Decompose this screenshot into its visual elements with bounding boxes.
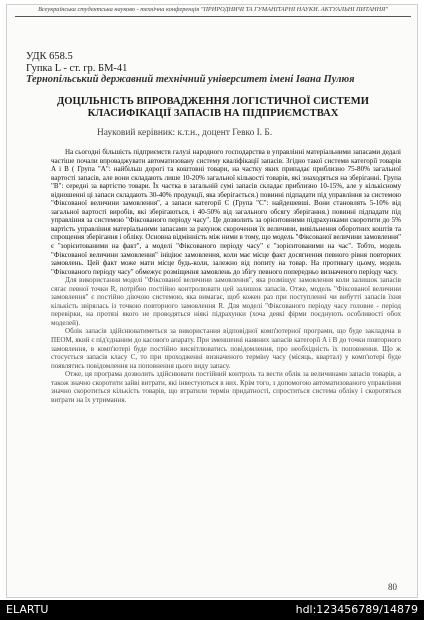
repository-name: ELARTU — [6, 603, 49, 616]
paragraph-1: На сьогодні більшість підприємств галузі народного господарства в управлінні матеріальними запасами дедалі частіше почали впроваджувати автоматизовану систему кваліфікації запасів. Згідно такої системи категорії товарів А і В ( Група "А": найбільш дорогі та коштовні товари, на частку яких припадає приблизно 75-80% загальної вартості запасів, але вони складають лише 10-20% загальної кількості товарів, які знаходяться на зберіганні. Група "В": середні за вартістю товари. Їх частка в загальній сумі запасів складає приблизно 10-15%, але у кількісному відношенні ці запаси складають 30-40% продукції, яка зберігається.) повинні підпадати під управління за системою "Фіксованої величини замовлення", а запаси категорії С (Група "С": найдешевші. Вони становлять 5-10% від загальної вартості виробів, які зберігаються, і 40-50% від загального обсягу зберігання.) повинні підпадати під управління за системою "Фіксованого періоду часу". Це дозволить за орієнтовними підрахунками скоротити до 5% вартість управління матеріальними запасами за рахунок скорочення їх величини, вивільнення оборотних коштів та спрощення зберігання і обліку. Основна відмінність між ними в тому, що модель "Фіксованої величини замовлення" є "зорієнтованими на факт", а моделі "Фіксованого періоду часу" є "зорієнтованими на час". Тобто, модель "Фіксованої величини замовлення" ініціює замовлення, коли має місце факт досягнення певного рівня повторних замовлень. Цей факт може мати місце будь-коли, залежно від попиту на товар. На противагу цьому, модель "Фіксованого періоду часу" обмежує розміщення замовлень до збігу певного попередньо визначеного періоду часу. — [51, 148, 401, 276]
paragraph-4: Отже, ця програма дозволить здійснювати постійний контроль та вести облік за величинами запасів товарів, а також значно скоротити зайві витрати, які інвестуються в них. Крім того, з допомогою автоматизованого управління значно скоротиться кількість товарів, що втратили термін придатності, спроститься система обліку і скоротяться витрати на їх утримання. — [51, 370, 401, 404]
scientific-advisor: Науковий керівник: к.т.н., доцент Гевко І. Б. — [97, 128, 273, 138]
paragraph-3: Облік запасів здійснюватиметься за використання відповідної комп'ютерної програми, що буде закладена в ПЕОМ, який є під'єднаним до касового апарату. При зменшенні наявних запасів категорії А і В до точки повторного замовлення, в комп'ютері буде постійно висвітлюватись повідомлення, про необхідність їх поповнення. Що ж стосується запасів класу С, то при проходженні визначеного терміну часу (місяць, квартал) у комп'ютері буде появлятись повідомлення на поповнення цього виду запасу. — [51, 327, 401, 370]
page-number: 80 — [388, 582, 397, 592]
repository-footer — [0, 600, 424, 620]
conference-header: Всеукраїнська студентська науково - технічна конференція "ПРИРОДНИЧІ ТА ГУМАНІТАРНІ НАУКИ. АКТУАЛЬНІ ПИТАННЯ" — [15, 6, 411, 17]
document-page — [6, 4, 418, 598]
author-group: Гупка L - ст. гр. БМ-41 — [26, 63, 128, 74]
article-title: ДОЦІЛЬНІСТЬ ВПРОВАДЖЕННЯ ЛОГІСТИЧНОЇ СИСТЕМИ КЛАСИФІКАЦІЇ ЗАПАСІВ НА ПІДПРИЄМСТВАХ — [56, 96, 370, 119]
handle-id: hdl:123456789/14879 — [295, 603, 418, 616]
paragraph-2: Для використання моделі "Фіксованої величини замовлення", яка розміщує замовлення коли залишок запасів сягає певної точки R, потрібно постійно контролювати цей залишок запасів. Отже, модель "Фіксованої величини замовлення" є постійно діючою системою, яка вимагає, щоб кожен раз при поступленні чи вибутті запасів їхня кількість звірялась із точкою повторного замовлення R. Для моделі "Фіксованого періоду часу головне - період перевірки, на протязі якого не проводяться ніякі підрахунки (хоча деякі фірми поєднують особливості обох моделей). — [51, 276, 401, 327]
article-body — [51, 148, 401, 404]
udk-code: УДК 658.5 — [26, 51, 73, 62]
university-name: Тернопільський державний технічний університет імені Івана Пулюя — [26, 74, 355, 85]
